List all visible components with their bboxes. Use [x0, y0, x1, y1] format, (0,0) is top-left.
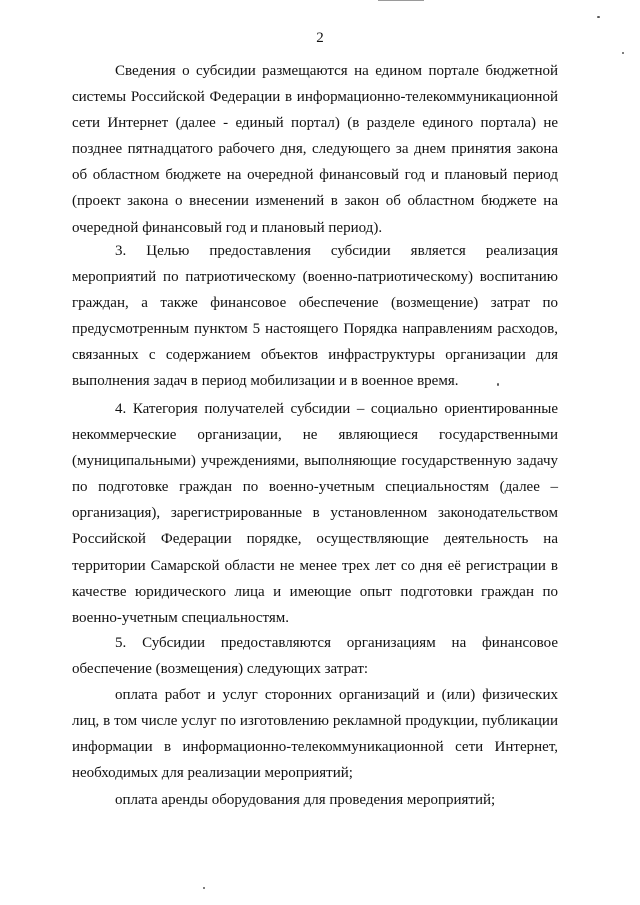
scan-top-edge-mark	[378, 0, 424, 1]
paragraph-recipients: 4. Категория получателей субсидии – социально ориентированные некоммерческие организации, не являющиеся государственными (муниципальными) учреждениями, выполняющие государственную задачу по подготовке граждан по военно-учетным специальностям (далее – организация), зарегистрированные в установленном законодательством Российской Федерации порядке, осуществляющие деятельность на территории Самарской области не менее трех лет со дня её регистрации в качестве юридического лица и имеющие опыт подготовки граждан по военно-учетным специальностям.	[72, 401, 558, 626]
paragraph-subsidy-info: Сведения о субсидии размещаются на едином портале бюджетной системы Российской Федерации в информационно-телекоммуникационной сети Интернет (далее - единый портал) (в разделе единого портала) не позднее пятнадцатого рабочего дня, следующего за днем принятия закона об областном бюджете на очередной финансовый год и плановый период (проект закона о внесении изменений в закон об областном бюджете на очередной финансовый год и плановый период).	[72, 63, 558, 236]
scan-speck	[597, 16, 600, 18]
page-number: 2	[316, 30, 324, 46]
paragraph-expenses-intro: 5. Субсидии предоставляются организациям на финансовое обеспечение (возмещения) следующих затрат:	[72, 635, 558, 678]
paragraph-purpose: 3. Целью предоставления субсидии является реализация мероприятий по патриотическому (военно-патриотическому) воспитанию граждан, а также финансовое обеспечение (возмещение) затрат по предусмотренным пунктом 5 настоящего Порядка направлениям расходов, связанных с содержанием объектов инфраструктуры организации для выполнения задач в период мобилизации и в военное время.	[72, 243, 558, 390]
scan-speck	[497, 383, 499, 386]
paragraph-expense-rent: оплата аренды оборудования для проведения мероприятий;	[115, 792, 496, 808]
paragraph-expense-services: оплата работ и услуг сторонних организаций и (или) физических лиц, в том числе услуг по изготовлению рекламной продукции, публикации информации в информационно-телекоммуникационной сети Интернет, необходимых для реализации мероприятий;	[72, 687, 558, 782]
scan-speck	[622, 52, 624, 54]
scan-speck	[203, 887, 205, 889]
